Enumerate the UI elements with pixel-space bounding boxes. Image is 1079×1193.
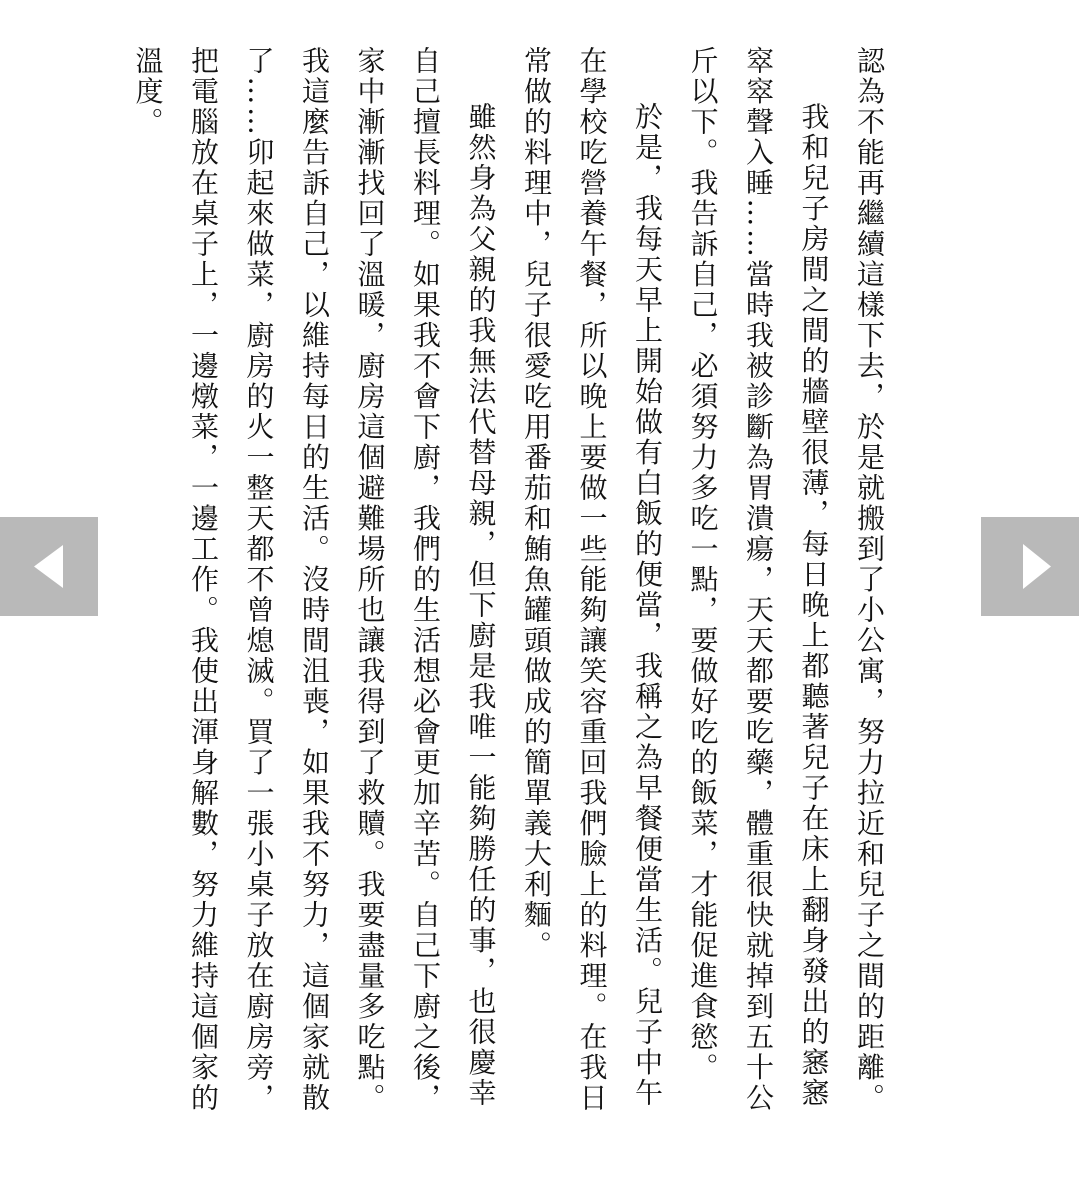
paragraph-1: 認為不能再繼續這樣下去，於是就搬到了小公寓，努力拉近和兒子之間的距離。: [853, 46, 886, 1114]
next-page-button[interactable]: [981, 517, 1079, 616]
paragraph-2: 我和兒子房間之間的牆壁很薄，每日晚上都聽著兒子在床上翻身發出的窸窸窣窣聲入睡……當時我被診斷為胃潰瘍，天天都要吃藥，體重很快就掉到五十公斤以下。我告訴自己，必須努力多吃一點，要做好吃的飯菜，才能促進食慾。: [686, 46, 831, 1114]
triangle-right-icon: [981, 517, 1079, 616]
previous-page-button[interactable]: [0, 517, 98, 616]
paragraph-4: 雖然身為父親的我無法代替母親，但下廚是我唯一能夠勝任的事，也很慶幸自己擅長料理。如果我不會下廚，我們的生活想必會更加辛苦。自己下廚之後，家中漸漸找回了溫暖，廚房這個避難場所也讓我得到了救贖。我要盡量多吃點。我這麼告訴自己，以維持每日的生活。沒時間沮喪，如果我不努力，這個家就散了……卯起來做菜，廚房的火一整天都不曾熄滅。買了一張小桌子放在廚房旁，把電腦放在桌子上，一邊燉菜，一邊工作。我使出渾身解數，努力維持這個家的溫度。: [131, 46, 498, 1114]
triangle-left-icon: [0, 517, 98, 616]
vertical-text-block: [120, 46, 897, 1126]
paragraph-3: 於是，我每天早上開始做有白飯的便當，我稱之為早餐便當生活。兒子中午在學校吃營養午餐，所以晚上要做一些能夠讓笑容重回我們臉上的料理。在我日常做的料理中，兒子很愛吃用番茄和鮪魚罐頭做成的簡單義大利麵。: [520, 46, 664, 1114]
